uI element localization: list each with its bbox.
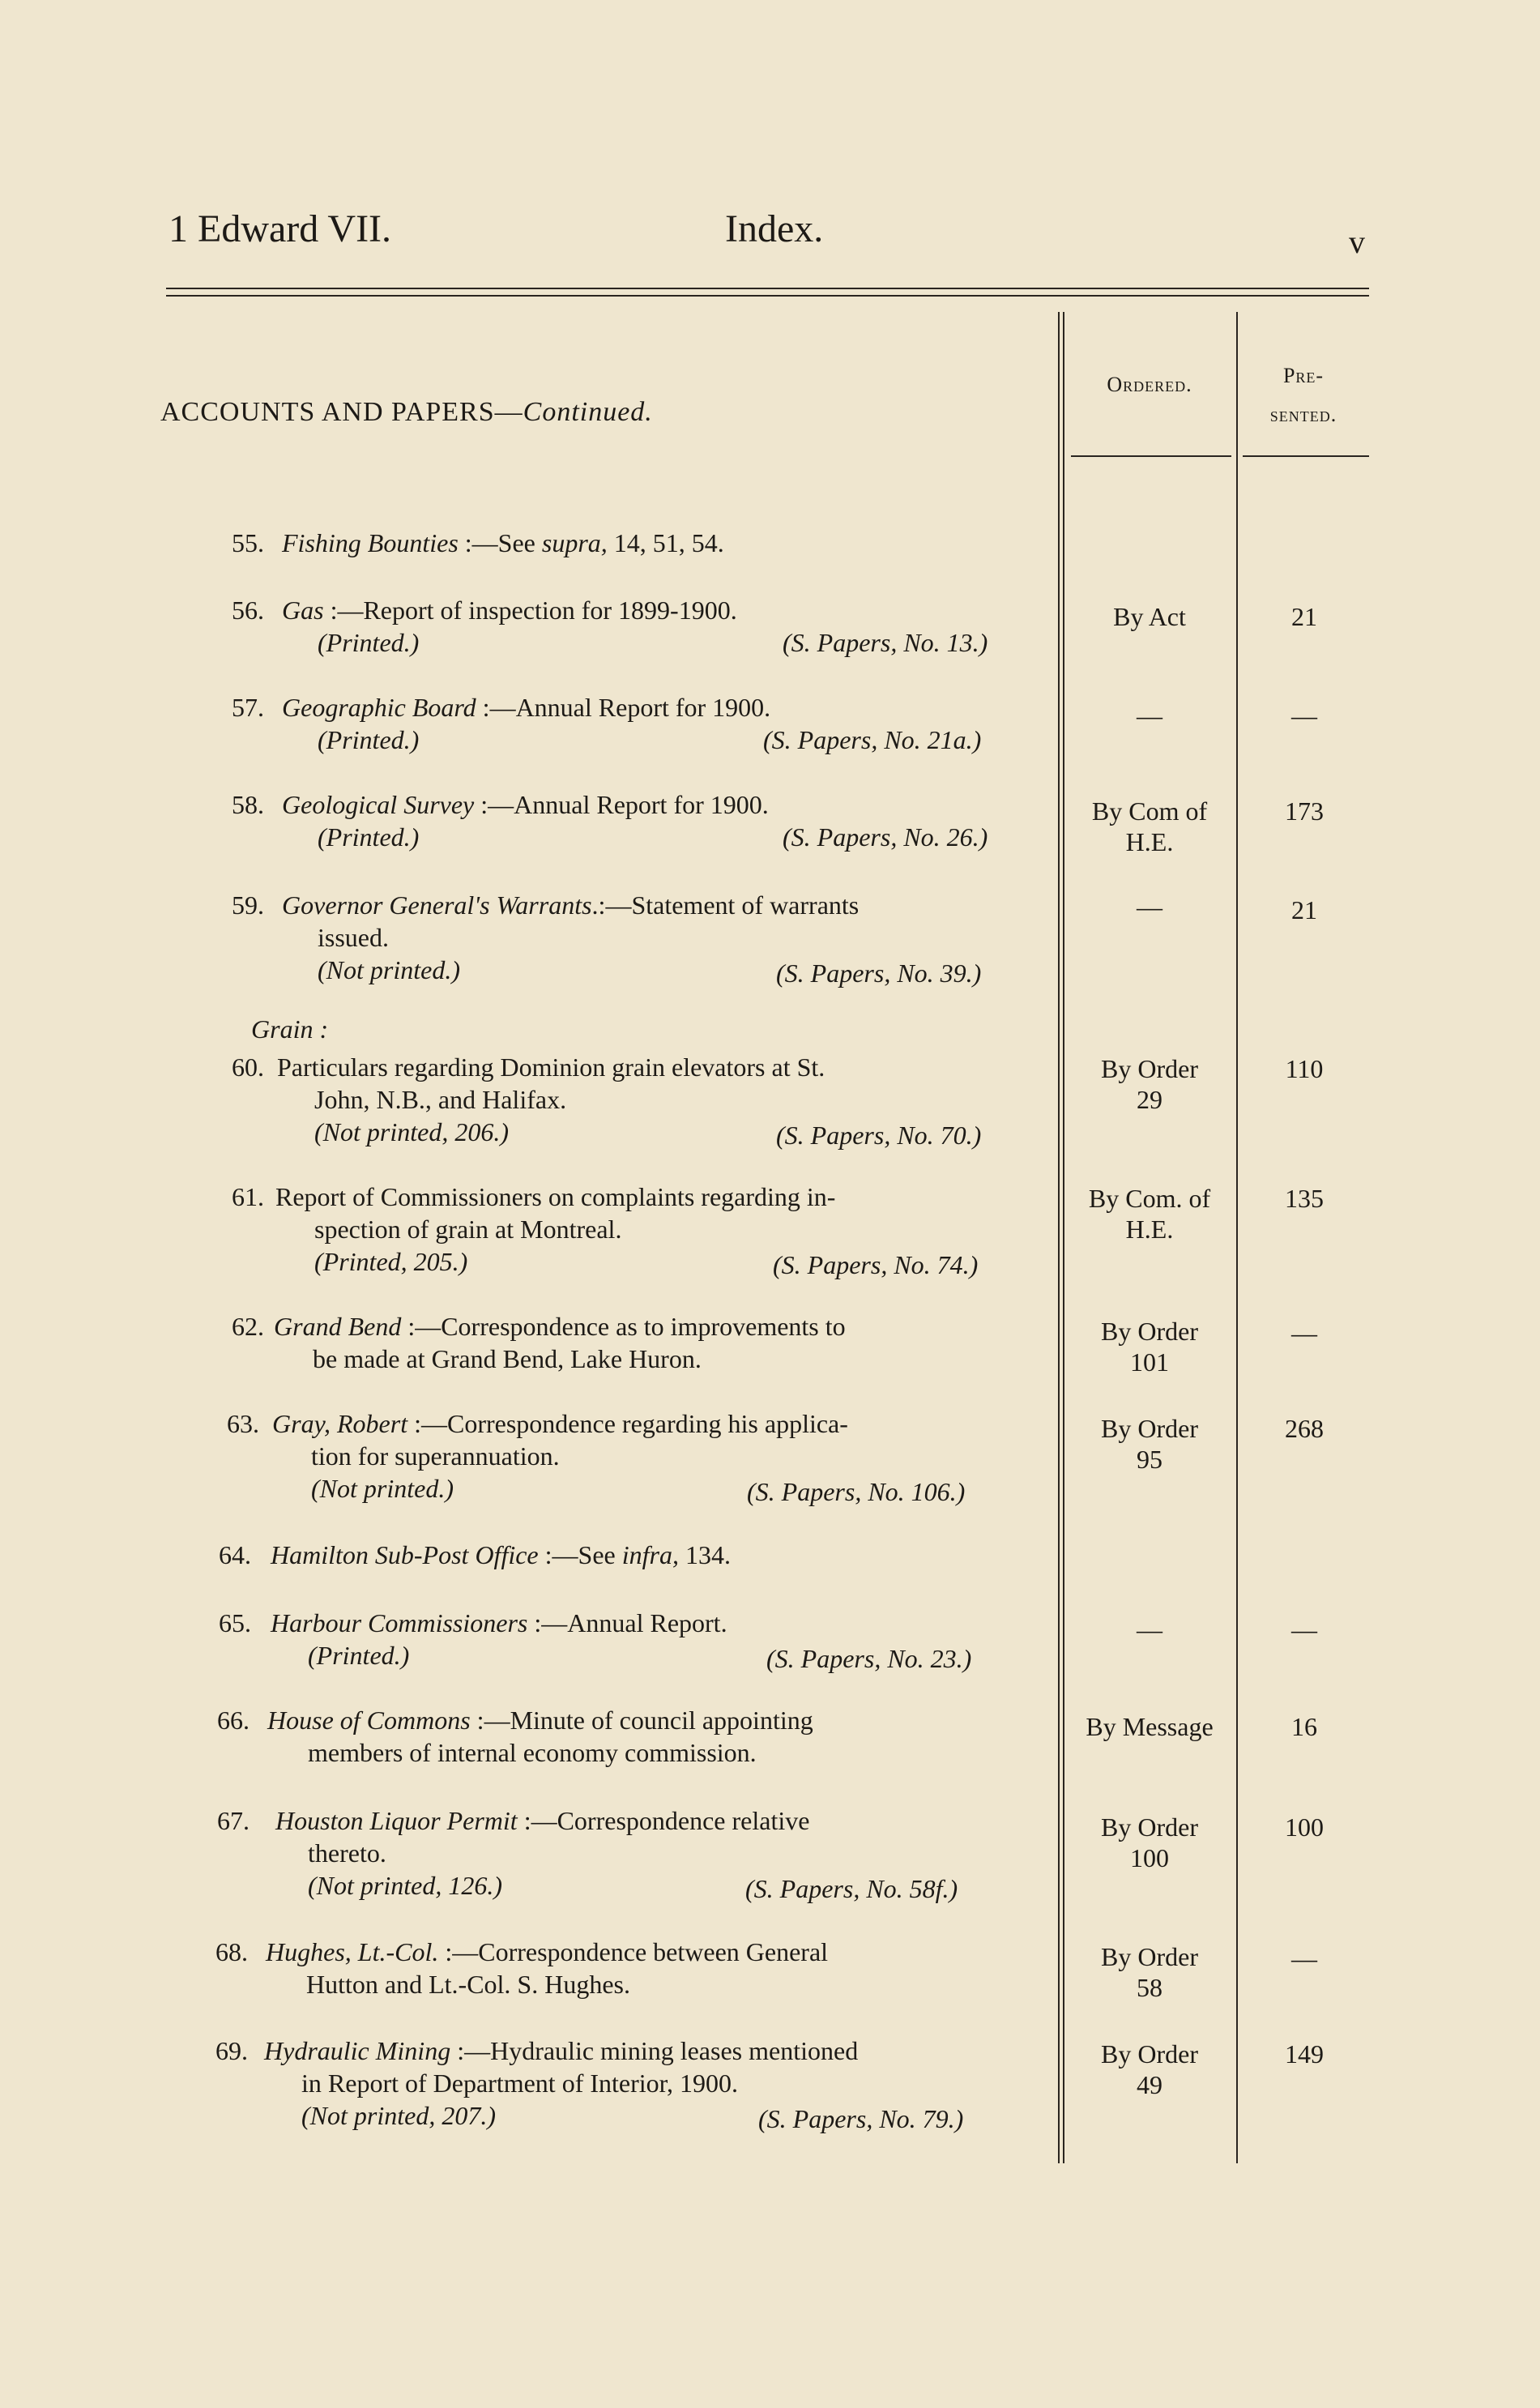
- entry-subject: Hughes, Lt.-Col.: [266, 1937, 439, 1966]
- entry-ordered: By Order: [1101, 1414, 1198, 1443]
- entry-desc: :—See: [538, 1540, 622, 1569]
- entry-ordered: By Com of: [1091, 796, 1208, 826]
- entry-status: (Not printed, 126.): [308, 1871, 502, 1900]
- entry-sessional-paper: (S. Papers, No. 13.): [783, 628, 988, 657]
- entry-number: 65.: [219, 1608, 251, 1637]
- entry-ordered: By Order: [1101, 1054, 1198, 1083]
- entry-line-1: [272, 1407, 848, 1440]
- entry-presented: 21: [1291, 895, 1317, 924]
- entry-ordered-line-2: H.E.: [1125, 827, 1174, 856]
- entry-number: 55.: [232, 528, 264, 557]
- entry-number: 58.: [232, 790, 264, 819]
- header-rule-bottom: [166, 295, 1369, 297]
- entry-subject: House of Commons: [267, 1706, 471, 1735]
- entry-subject: Fishing Bounties: [282, 528, 459, 557]
- entry-subject: Gas: [282, 596, 324, 625]
- entry-number: 67.: [217, 1806, 250, 1835]
- entry-ordered: —: [1137, 701, 1162, 730]
- entry-ordered-line-2: 95: [1137, 1445, 1162, 1474]
- entry-ordered: By Order: [1101, 2039, 1198, 2069]
- section-title-text: ACCOUNTS AND PAPERS—: [160, 397, 523, 427]
- entry-status: (Printed, 205.): [314, 1247, 468, 1276]
- entry-presented: 173: [1285, 796, 1324, 826]
- entry-line-2: spection of grain at Montreal.: [314, 1215, 622, 1244]
- entry-desc: :—Hydraulic mining leases mentioned: [450, 2036, 859, 2065]
- entry-line-1: Particulars regarding Dominion grain elevators at St.: [277, 1052, 825, 1082]
- entry-number: 56.: [232, 596, 264, 625]
- presented-line-2: sented.: [1269, 403, 1337, 426]
- header-page-number: v: [1349, 224, 1365, 260]
- entry-presented: 149: [1285, 2039, 1324, 2069]
- entry-line-2: members of internal economy commission.: [308, 1738, 757, 1767]
- entry-presented: 135: [1285, 1184, 1324, 1213]
- entry-line-1: [282, 594, 737, 626]
- entry-desc-end: 134.: [678, 1540, 731, 1569]
- entry-line-1: [282, 889, 859, 921]
- entry-subject: Houston Liquor Permit: [275, 1806, 518, 1835]
- column-header-ordered: Ordered.: [1107, 373, 1192, 396]
- entry-sessional-paper: (S. Papers, No. 70.): [776, 1121, 982, 1150]
- section-title-continued: Continued.: [523, 397, 653, 427]
- entry-line-2: John, N.B., and Halifax.: [314, 1085, 567, 1114]
- ordered-underline: [1071, 455, 1231, 457]
- entry-ordered-line-2: H.E.: [1125, 1215, 1174, 1244]
- entry-desc: :—Minute of council appointing: [470, 1706, 813, 1735]
- entry-sessional-paper: (S. Papers, No. 79.): [758, 2104, 964, 2133]
- entry-number: 57.: [232, 693, 264, 722]
- header-regnal-year: 1 Edward VII.: [169, 207, 392, 250]
- entry-line-1: [267, 1704, 813, 1736]
- entry-ordered-line-2: 100: [1130, 1843, 1169, 1872]
- entry-desc: :—Annual Report for 1900.: [474, 790, 769, 819]
- entry-number: 69.: [215, 2036, 248, 2065]
- entry-status: (Printed.): [318, 822, 420, 852]
- entry-sessional-paper: (S. Papers, No. 21a.): [763, 725, 982, 754]
- entry-line-1: [266, 1936, 828, 1968]
- entry-number: 60.: [232, 1052, 264, 1082]
- entry-subject: Harbour Commissioners: [271, 1608, 528, 1637]
- entry-line-1: Report of Commissioners on complaints regarding in-: [275, 1182, 836, 1211]
- entry-presented: 21: [1291, 602, 1317, 631]
- entry-presented: —: [1291, 1615, 1317, 1644]
- entry-subject: Hamilton Sub-Post Office: [271, 1540, 539, 1569]
- entry-sessional-paper: (S. Papers, No. 39.): [776, 959, 982, 988]
- entry-number: 66.: [217, 1706, 250, 1735]
- entry-sessional-paper: (S. Papers, No. 26.): [783, 822, 988, 852]
- entry-subject: Grand Bend: [274, 1312, 402, 1341]
- section-title: [160, 397, 653, 428]
- entry-status: (Not printed, 206.): [314, 1117, 509, 1146]
- entry-ordered-line-2: 49: [1137, 2070, 1162, 2099]
- entry-number: 63.: [227, 1409, 259, 1438]
- entry-ordered: By Order: [1101, 1942, 1198, 1971]
- entry-line-2: Hutton and Lt.-Col. S. Hughes.: [306, 1970, 630, 1999]
- entry-ordered: —: [1137, 1615, 1162, 1644]
- entry-desc: :—Annual Report.: [527, 1608, 727, 1637]
- entry-desc: :—Report of inspection for 1899-1900.: [323, 596, 737, 625]
- entry-status: (Printed.): [318, 628, 420, 657]
- entry-sessional-paper: (S. Papers, No. 74.): [773, 1250, 979, 1279]
- entry-ordered-line-2: 101: [1130, 1347, 1169, 1377]
- presented-line-1: Pre-: [1282, 364, 1325, 387]
- entry-status: (Printed.): [318, 725, 420, 754]
- entry-subject: Hydraulic Mining: [264, 2036, 451, 2065]
- entry-presented: 16: [1291, 1712, 1317, 1741]
- entry-presented: 110: [1285, 1054, 1324, 1083]
- entry-desc: :—See: [458, 528, 542, 557]
- entry-subject: Geological Survey: [282, 790, 475, 819]
- entry-desc: :—Annual Report for 1900.: [476, 693, 771, 722]
- entry-subject: Geographic Board: [282, 693, 476, 722]
- entry-sessional-paper: (S. Papers, No. 23.): [766, 1644, 972, 1673]
- entry-desc-end: 14, 51, 54.: [607, 528, 724, 557]
- entry-presented: 100: [1285, 1812, 1324, 1842]
- entry-line-1: [282, 691, 770, 724]
- entry-line-1: [282, 527, 724, 559]
- entry-presented: —: [1291, 1944, 1317, 1973]
- entry-line-2: be made at Grand Bend, Lake Huron.: [313, 1344, 702, 1373]
- subheading-text: Grain :: [251, 1014, 329, 1044]
- entry-ordered: By Act: [1113, 602, 1186, 631]
- entry-presented: 268: [1285, 1414, 1324, 1443]
- entry-number: 62.: [232, 1312, 264, 1341]
- entry-number: 59.: [232, 890, 264, 920]
- entry-ordered-line-2: 29: [1137, 1085, 1162, 1114]
- entry-line-2: in Report of Department of Interior, 1900.: [301, 2069, 739, 2098]
- entry-ordered: By Com. of: [1088, 1184, 1211, 1213]
- entry-desc: :—Correspondence regarding his applica-: [407, 1409, 848, 1438]
- entry-line-2: tion for superannuation.: [311, 1441, 560, 1471]
- entry-ordered: By Order: [1101, 1317, 1198, 1346]
- entry-line-2: thereto.: [308, 1838, 386, 1868]
- header-title: Index.: [725, 207, 824, 250]
- entry-line-1: [271, 1607, 727, 1639]
- entry-ordered: —: [1137, 892, 1162, 921]
- entry-presented: —: [1291, 701, 1317, 730]
- entry-line-1: [275, 1804, 809, 1837]
- entry-number: 68.: [215, 1937, 248, 1966]
- entry-status: (Not printed.): [318, 955, 460, 984]
- entry-number: 61.: [232, 1182, 264, 1211]
- entry-line-1: [271, 1539, 731, 1571]
- entry-line-1: [264, 2034, 858, 2067]
- entry-desc-italic: infra,: [621, 1540, 679, 1569]
- entry-desc: .:—Statement of warrants: [591, 890, 860, 920]
- entry-ordered: By Message: [1086, 1712, 1214, 1741]
- entry-line-1: [274, 1310, 846, 1343]
- entry-presented: —: [1291, 1318, 1317, 1347]
- entry-desc: :—Correspondence between General: [438, 1937, 829, 1966]
- entry-ordered-line-2: 58: [1137, 1973, 1162, 2002]
- entry-line-2: issued.: [318, 923, 389, 952]
- header-rule-top: [166, 288, 1369, 289]
- entry-subject: Gray, Robert: [272, 1409, 408, 1438]
- entry-number: 64.: [219, 1540, 251, 1569]
- entry-desc: :—Correspondence relative: [517, 1806, 810, 1835]
- entry-status: (Printed.): [308, 1641, 410, 1670]
- presented-underline: [1243, 455, 1369, 457]
- entry-subject: Governor General's Warrants: [282, 890, 592, 920]
- column-header-presented: [1238, 357, 1369, 434]
- entry-sessional-paper: (S. Papers, No. 58f.): [745, 1874, 958, 1903]
- entry-ordered: By Order: [1101, 1812, 1198, 1842]
- entry-status: (Not printed.): [311, 1474, 454, 1503]
- entry-sessional-paper: (S. Papers, No. 106.): [747, 1477, 966, 1506]
- entry-status: (Not printed, 207.): [301, 2101, 496, 2130]
- entry-desc-italic: supra,: [541, 528, 608, 557]
- entry-line-1: [282, 788, 769, 821]
- entry-desc: :—Correspondence as to improvements to: [401, 1312, 846, 1341]
